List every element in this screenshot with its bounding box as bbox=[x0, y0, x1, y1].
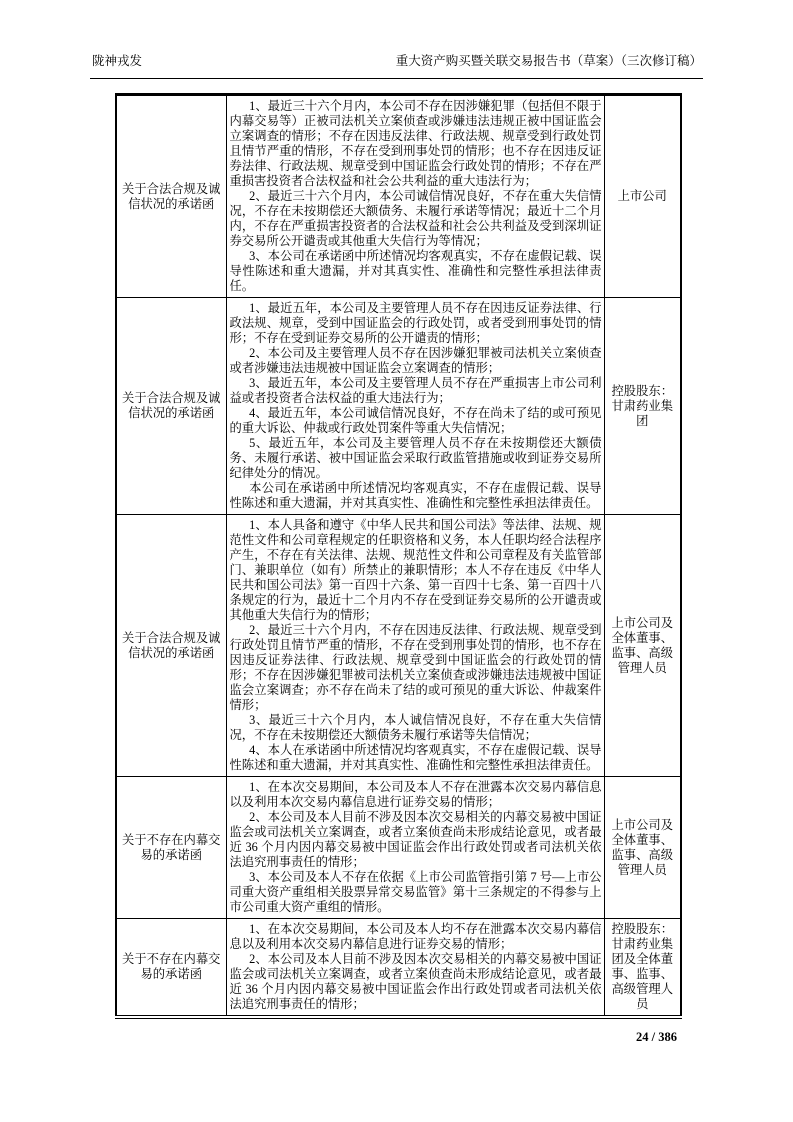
commitment-paragraph: 2、本公司及主要管理人员不存在因涉嫌犯罪被司法机关立案侦查或者涉嫌违法违规被中国证监会立案调查的情形； bbox=[229, 346, 602, 375]
commitment-paragraph: 2、本公司及本人目前不涉及因本次交易相关的内幕交易被中国证监会或司法机关立案调查，或者立案侦查尚未形成结论意见，或者最近 36 个月内因内幕交易被中国证监会作出行政处罚或者司法机关依法追究刑事责任的情形； bbox=[229, 952, 602, 1011]
commitment-content-cell bbox=[226, 777, 604, 919]
commitment-paragraph: 1、最近三十六个月内，本公司不存在因涉嫌犯罪（包括但不限于内幕交易等）正被司法机关立案侦查或涉嫌违法违规正被中国证监会立案调查的情形；不存在因违反法律、行政法规、规章受到行政处罚且情节严重的情形，不存在受到刑事处罚的情形；也不存在因违反证券法律、行政法规、规章受到中国证监会行政处罚的情形；不存在严重损害投资者合法权益和社会公共利益的重大违法行为； bbox=[229, 99, 602, 188]
header-divider bbox=[90, 78, 703, 79]
commitment-paragraph: 3、本公司在承诺函中所述情况均客观真实，不存在虚假记载、误导性陈述和重大遗漏，并对其真实性、准确性和完整性承担法律责任。 bbox=[229, 249, 602, 293]
commitment-paragraph: 2、最近三十六个月内，不存在因违反法律、行政法规、规章受到行政处罚且情节严重的情形，不存在受到刑事处罚的情形，也不存在因违反证券法律、行政法规、规章受到中国证监会的行政处罚的情形；不存在因涉嫌犯罪被司法机关立案侦查或涉嫌违法违规被中国证监会立案调查；亦不存在尚未了结的或可预见的重大诉讼、仲裁案件情形； bbox=[229, 623, 602, 712]
commitment-paragraph: 1、在本次交易期间，本公司及本人均不存在泄露本次交易内幕信息以及利用本次交易内幕信息进行证券交易的情形； bbox=[229, 922, 602, 951]
table-row bbox=[116, 777, 681, 919]
commitment-paragraph: 2、最近三十六个月内，本公司诚信情况良好，不存在重大失信情况，不存在未按期偿还大额债务、未履行承诺等情况；最近十二个月内，不存在严重损害投资者的合法权益和社会公共利益及受到深圳证券交易所公开谴责或其他重大失信行为等情况； bbox=[229, 189, 602, 248]
commitment-paragraph: 3、本公司及本人不存在依据《上市公司监管指引第 7 号—上市公司重大资产重组相关股票异常交易监管》第十三条规定的不得参与上市公司重大资产重组的情形。 bbox=[229, 870, 602, 914]
commitment-party-cell: 上市公司及全体董事、监事、高级管理人员 bbox=[604, 777, 681, 919]
page-number: 24 / 386 bbox=[636, 1030, 677, 1044]
commitment-type-cell: 关于不存在内幕交易的承诺函 bbox=[116, 777, 226, 919]
commitment-type-cell: 关于合法合规及诚信状况的承诺函 bbox=[116, 515, 226, 777]
table-row bbox=[116, 515, 681, 777]
commitment-paragraph: 5、最近五年，本公司及主要管理人员不存在未按期偿还大额债务、未履行承诺、被中国证监会采取行政监管措施或收到证券交易所纪律处分的情况。 bbox=[229, 436, 602, 480]
header-doc-title: 重大资产购买暨关联交易报告书（草案）（三次修订稿） bbox=[395, 54, 702, 68]
commitment-type-cell: 关于合法合规及诚信状况的承诺函 bbox=[116, 298, 226, 515]
commitment-content-cell bbox=[226, 919, 604, 1018]
commitment-paragraph: 4、本人在承诺函中所述情况均客观真实，不存在虚假记载、误导性陈述和重大遗漏，并对其真实性、准确性和完整性承担法律责任。 bbox=[229, 743, 602, 772]
table-row bbox=[116, 95, 681, 298]
commitment-party-cell: 控股股东：甘肃药业集团及全体董事、监事、高级管理人员 bbox=[604, 919, 681, 1018]
commitment-paragraph: 本公司在承诺函中所述情况均客观真实，不存在虚假记载、误导性陈述和重大遗漏，并对其真实性、准确性和完整性承担法律责任。 bbox=[229, 481, 602, 510]
commitment-paragraph: 3、最近五年，本公司及主要管理人员不存在严重损害上市公司利益或者投资者合法权益的重大违法行为； bbox=[229, 376, 602, 405]
commitment-content-cell bbox=[226, 95, 604, 298]
commitment-content-cell bbox=[226, 298, 604, 515]
commitment-content-cell bbox=[226, 515, 604, 777]
commitment-table-body bbox=[116, 95, 681, 1018]
commitment-table bbox=[115, 93, 682, 1019]
commitment-party-cell: 上市公司 bbox=[604, 95, 681, 298]
commitment-paragraph: 1、最近五年，本公司及主要管理人员不存在因违反证券法律、行政法规、规章，受到中国证监会的行政处罚，或者受到刑事处罚的情形；不存在受到证券交易所的公开谴责的情形； bbox=[229, 301, 602, 345]
commitment-paragraph: 1、在本次交易期间，本公司及本人不存在泄露本次交易内幕信息以及利用本次交易内幕信息进行证券交易的情形； bbox=[229, 780, 602, 809]
commitment-paragraph: 3、最近三十六个月内，本人诚信情况良好，不存在重大失信情况，不存在未按期偿还大额债务未履行承诺等失信情况； bbox=[229, 713, 602, 742]
commitment-type-cell: 关于合法合规及诚信状况的承诺函 bbox=[116, 95, 226, 298]
commitment-paragraph: 2、本公司及本人目前不涉及因本次交易相关的内幕交易被中国证监会或司法机关立案调查，或者立案侦查尚未形成结论意见，或者最近 36 个月内因内幕交易被中国证监会作出行政处罚或者司法机关依法追究刑事责任的情形； bbox=[229, 810, 602, 869]
table-row bbox=[116, 919, 681, 1018]
commitment-party-cell: 控股股东：甘肃药业集团 bbox=[604, 298, 681, 515]
commitment-paragraph: 1、本人具备和遵守《中华人民共和国公司法》等法律、法规、规范性文件和公司章程规定的任职资格和义务，本人任职均经合法程序产生，不存在有关法律、法规、规范性文件和公司章程及有关监管部门、兼职单位（如有）所禁止的兼职情形；本人不存在违反《中华人民共和国公司法》第一百四十六条、第一百四十七条、第一百四十八条规定的行为，最近十二个月内不存在受到证券交易所的公开谴责或其他重大失信行为的情形； bbox=[229, 518, 602, 622]
commitment-paragraph: 4、最近五年，本公司诚信情况良好，不存在尚未了结的或可预见的重大诉讼、仲裁或行政处罚案件等重大失信情况； bbox=[229, 406, 602, 435]
commitment-type-cell: 关于不存在内幕交易的承诺函 bbox=[116, 919, 226, 1018]
table-row bbox=[116, 298, 681, 515]
commitment-party-cell: 上市公司及全体董事、监事、高级管理人员 bbox=[604, 515, 681, 777]
header-company: 陇神戎发 bbox=[92, 54, 143, 68]
